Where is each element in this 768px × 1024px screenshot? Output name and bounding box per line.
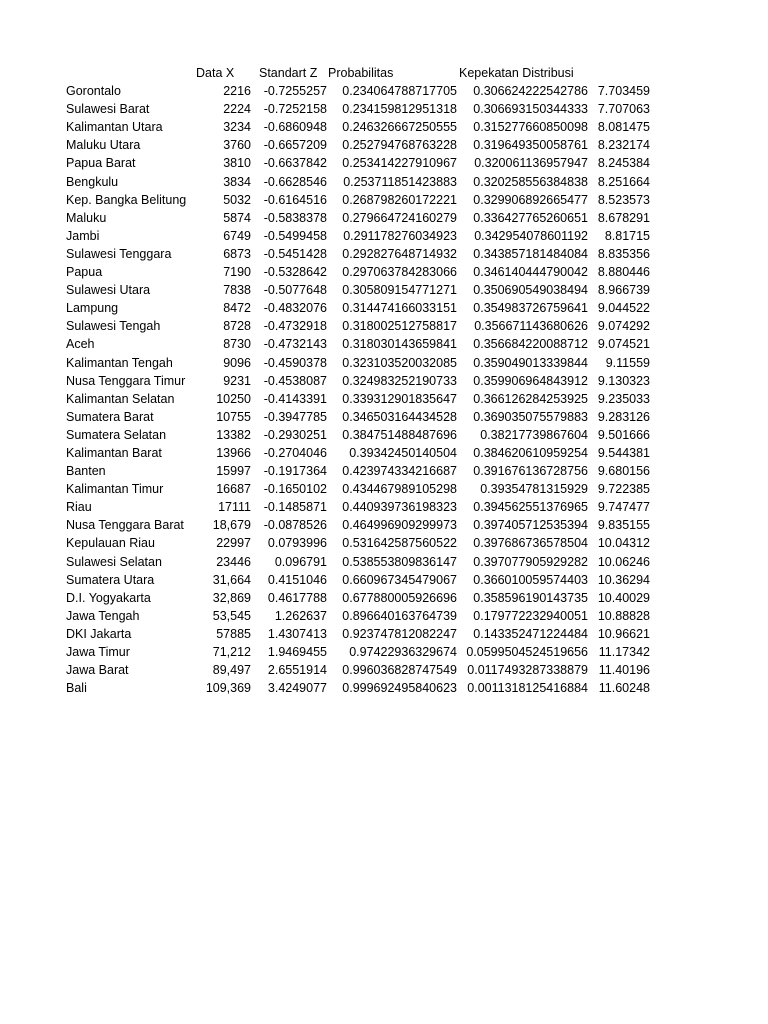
ln-value: 11.60248 (598, 681, 650, 696)
kepekatan-distribusi-value: 0.38217739867604 (480, 427, 588, 442)
kepekatan-distribusi-value: 0.391676136728756 (473, 464, 588, 479)
standart-z-value: -0.6628546 (263, 174, 327, 189)
standart-z-value: -0.2930251 (263, 427, 327, 442)
province-name: Bengkulu (66, 174, 119, 189)
standart-z-value: 1.262637 (274, 608, 327, 623)
table-row (60, 209, 660, 227)
kepekatan-distribusi-value: 0.397405712535394 (473, 518, 588, 533)
ln-value: 8.81715 (604, 228, 650, 243)
ln-value: 9.11559 (605, 355, 650, 370)
probabilitas-value: 0.999692495840623 (342, 681, 457, 696)
kepekatan-distribusi-value: 0.343857181484084 (473, 246, 588, 261)
standart-z-value: -0.7252158 (263, 102, 327, 117)
table-row (60, 354, 660, 372)
standart-z-value: -0.2704046 (263, 445, 327, 460)
data-x-value: 109,369 (205, 681, 251, 696)
data-x-value: 5874 (223, 210, 251, 225)
probabilitas-value: 0.314474166033151 (342, 301, 457, 316)
ln-value: 8.523573 (597, 192, 650, 207)
province-name: Banten (66, 464, 106, 479)
kepekatan-distribusi-value: 0.384620610959254 (473, 445, 588, 460)
probabilitas-value: 0.339312901835647 (342, 391, 457, 406)
data-x-value: 2224 (223, 102, 251, 117)
data-x-value: 13382 (216, 427, 251, 442)
table-row (60, 553, 660, 571)
province-name: Kepulauan Riau (66, 536, 155, 551)
table-row (60, 154, 660, 172)
data-x-value: 6873 (223, 246, 251, 261)
ln-value: 9.074292 (597, 319, 650, 334)
kepekatan-distribusi-value: 0.320061136957947 (474, 156, 588, 171)
ln-value: 8.232174 (597, 138, 650, 153)
data-x-value: 8472 (223, 301, 251, 316)
table-row (60, 643, 660, 661)
province-name: Kalimantan Selatan (66, 391, 175, 406)
standart-z-value: -0.6164516 (263, 192, 327, 207)
kepekatan-distribusi-value: 0.329906892665477 (473, 192, 588, 207)
probabilitas-value: 0.297063784283066 (342, 265, 457, 280)
province-name: Sulawesi Tengah (66, 319, 161, 334)
probabilitas-value: 0.253414227910967 (342, 156, 457, 171)
standart-z-value: 1.4307413 (267, 626, 327, 641)
table-row (60, 390, 660, 408)
table-row (60, 227, 660, 245)
data-x-value: 7838 (223, 283, 251, 298)
spreadsheet-table (60, 64, 660, 697)
probabilitas-value: 0.464996909299973 (342, 518, 457, 533)
data-x-value: 15997 (216, 464, 251, 479)
data-x-value: 22997 (216, 536, 251, 551)
table-row (60, 534, 660, 552)
kepekatan-distribusi-value: 0.320258556384838 (473, 174, 588, 189)
ln-value: 8.081475 (597, 120, 650, 135)
kepekatan-distribusi-value: 0.359906964843912 (473, 373, 588, 388)
probabilitas-value: 0.305809154771271 (342, 283, 457, 298)
data-x-value: 3234 (223, 120, 251, 135)
probabilitas-value: 0.268798260172221 (342, 192, 457, 207)
data-x-value: 3834 (223, 174, 251, 189)
kepekatan-distribusi-value: 0.0117493287338879 (467, 663, 588, 678)
standart-z-value: -0.0878526 (263, 518, 327, 533)
table-row (60, 281, 660, 299)
province-name: Sulawesi Barat (66, 102, 150, 117)
probabilitas-value: 0.234159812951318 (342, 102, 457, 117)
probabilitas-value: 0.346503164434528 (342, 409, 457, 424)
table-row (60, 173, 660, 191)
kepekatan-distribusi-value: 0.39354781315929 (480, 482, 588, 497)
standart-z-value: -0.5838378 (263, 210, 327, 225)
probabilitas-value: 0.279664724160279 (342, 210, 457, 225)
ln-value: 9.235033 (597, 391, 650, 406)
probabilitas-value: 0.996036828747549 (342, 663, 457, 678)
standart-z-value: -0.5499458 (263, 228, 327, 243)
kepekatan-distribusi-value: 0.319649350058761 (473, 138, 588, 153)
province-name: Papua (66, 265, 103, 280)
data-x-value: 10755 (216, 409, 251, 424)
province-name: Sulawesi Utara (66, 283, 151, 298)
probabilitas-value: 0.323103520032085 (342, 355, 457, 370)
province-name: Jambi (66, 228, 100, 243)
data-x-value: 8730 (223, 337, 251, 352)
standart-z-value: -0.5451428 (263, 246, 327, 261)
data-x-value: 3760 (223, 138, 251, 153)
table-row (60, 136, 660, 154)
standart-z-value: -0.3947785 (263, 409, 327, 424)
table-row (60, 426, 660, 444)
standart-z-value: -0.1917364 (263, 464, 327, 479)
probabilitas-value: 0.234064788717705 (342, 84, 457, 99)
ln-value: 9.722385 (597, 482, 650, 497)
standart-z-value: -0.4590378 (263, 355, 327, 370)
kepekatan-distribusi-value: 0.336427765260651 (473, 210, 588, 225)
table-row (60, 480, 660, 498)
ln-value: 9.835155 (597, 518, 650, 533)
standart-z-value: -0.4832076 (263, 301, 327, 316)
table-row (60, 462, 660, 480)
probabilitas-value: 0.531642587560522 (342, 536, 457, 551)
standart-z-value: -0.1485871 (263, 500, 327, 515)
standart-z-value: -0.1650102 (263, 482, 327, 497)
province-name: Nusa Tenggara Barat (66, 518, 184, 533)
data-x-value: 5032 (223, 192, 251, 207)
ln-value: 9.747477 (597, 500, 650, 515)
probabilitas-value: 0.677880005926696 (342, 590, 457, 605)
probabilitas-value: 0.292827648714932 (342, 246, 457, 261)
province-name: Sumatera Utara (66, 572, 155, 587)
kepekatan-distribusi-value: 0.369035075579883 (473, 409, 588, 424)
ln-value: 8.251664 (597, 174, 650, 189)
ln-value: 10.04312 (597, 536, 650, 551)
table-row (60, 661, 660, 679)
table-row (60, 679, 660, 697)
table-row (60, 444, 660, 462)
province-name: Aceh (66, 337, 95, 352)
probabilitas-value: 0.384751488487696 (342, 427, 457, 442)
header-row (60, 64, 660, 82)
standart-z-value: -0.4538087 (263, 373, 327, 388)
data-x-value: 23446 (216, 554, 251, 569)
province-name: Sumatera Selatan (66, 427, 167, 442)
province-name: Gorontalo (66, 84, 121, 99)
probabilitas-value: 0.423974334216687 (342, 464, 457, 479)
province-name: DKI Jakarta (66, 626, 132, 641)
kepekatan-distribusi-value: 0.306624222542786 (473, 84, 588, 99)
ln-value: 9.501666 (597, 427, 650, 442)
table-row (60, 191, 660, 209)
standart-z-value: 2.6551914 (267, 663, 327, 678)
ln-value: 7.707063 (597, 102, 650, 117)
data-x-value: 71,212 (212, 645, 251, 659)
data-x-value: 10250 (216, 391, 251, 406)
probabilitas-value: 0.246326667250555 (342, 120, 457, 135)
header-standart-z: Standart Z (259, 66, 318, 80)
kepekatan-distribusi-value: 0.354983726759641 (473, 301, 588, 316)
table-row (60, 516, 660, 534)
data-x-value: 9231 (223, 373, 251, 388)
standart-z-value: -0.5077648 (263, 283, 327, 298)
ln-value: 10.88828 (597, 608, 650, 623)
province-name: Kalimantan Tengah (66, 355, 173, 370)
ln-value: 8.835356 (597, 246, 650, 261)
ln-value: 9.074521 (597, 337, 650, 352)
kepekatan-distribusi-value: 0.359049013339844 (473, 355, 588, 370)
table-row (60, 335, 660, 353)
table-row (60, 299, 660, 317)
table-row (60, 571, 660, 589)
data-x-value: 7190 (223, 265, 251, 280)
data-x-value: 53,545 (212, 608, 251, 623)
standart-z-value: -0.4732143 (263, 337, 327, 352)
probabilitas-value: 0.252794768763228 (342, 138, 457, 153)
province-name: Jawa Timur (66, 645, 130, 659)
kepekatan-distribusi-value: 0.366126284253925 (473, 391, 588, 406)
table-row (60, 263, 660, 281)
kepekatan-distribusi-value: 0.350690549038494 (473, 283, 588, 298)
province-name: Kalimantan Utara (66, 120, 163, 135)
kepekatan-distribusi-value: 0.179772232940051 (473, 608, 588, 623)
probabilitas-value: 0.896640163764739 (342, 608, 457, 623)
ln-value: 9.044522 (597, 301, 650, 316)
table-row (60, 408, 660, 426)
data-x-value: 32,869 (212, 590, 251, 605)
table-row (60, 625, 660, 643)
data-x-value: 57885 (216, 626, 251, 641)
probabilitas-value: 0.39342450140504 (349, 445, 457, 460)
table-row (60, 245, 660, 263)
province-name: Kalimantan Timur (66, 482, 164, 497)
kepekatan-distribusi-value: 0.342954078601192 (474, 228, 588, 243)
standart-z-value: -0.4732918 (263, 319, 327, 334)
province-name: Sulawesi Selatan (66, 554, 162, 569)
standart-z-value: 0.0793996 (267, 536, 327, 551)
probabilitas-value: 0.324983252190733 (342, 373, 457, 388)
province-name: Lampung (66, 301, 119, 316)
table-row (60, 498, 660, 516)
standart-z-value: -0.4143391 (263, 391, 327, 406)
standart-z-value: -0.7255257 (263, 84, 327, 99)
header-data-x: Data X (196, 66, 235, 80)
province-name: Papua Barat (66, 156, 136, 171)
kepekatan-distribusi-value: 0.358596190143735 (473, 590, 588, 605)
table-body (60, 82, 660, 697)
kepekatan-distribusi-value: 0.397077905929282 (473, 554, 588, 569)
province-name: Riau (66, 500, 92, 515)
province-name: Maluku Utara (66, 138, 141, 153)
province-name: Maluku (66, 210, 107, 225)
ln-value: 8.678291 (597, 210, 650, 225)
standart-z-value: -0.6657209 (263, 138, 327, 153)
ln-value: 11.17342 (598, 645, 650, 659)
data-x-value: 16687 (216, 482, 251, 497)
standart-z-value: 0.096791 (274, 554, 327, 569)
table-row (60, 372, 660, 390)
table-row (60, 118, 660, 136)
probabilitas-value: 0.253711851423883 (343, 174, 457, 189)
data-x-value: 8728 (223, 319, 251, 334)
ln-value: 7.703459 (597, 84, 650, 99)
probabilitas-value: 0.923747812082247 (342, 626, 457, 641)
kepekatan-distribusi-value: 0.0011318125416884 (467, 681, 588, 696)
province-name: Kep. Bangka Belitung (66, 192, 187, 207)
data-x-value: 6749 (223, 228, 251, 243)
ln-value: 9.680156 (597, 464, 650, 479)
standart-z-value: 0.4151046 (267, 572, 327, 587)
data-x-value: 17111 (218, 500, 251, 515)
kepekatan-distribusi-value: 0.366010059574403 (473, 572, 588, 587)
data-x-value: 31,664 (212, 572, 251, 587)
ln-value: 8.245384 (597, 156, 650, 171)
kepekatan-distribusi-value: 0.394562551376965 (473, 500, 588, 515)
header-kepekatan-distribusi: Kepekatan Distribusi (459, 66, 574, 80)
kepekatan-distribusi-value: 0.0599504524519656 (466, 645, 588, 659)
kepekatan-distribusi-value: 0.143352471224484 (473, 626, 588, 641)
standart-z-value: 1.9469455 (267, 645, 327, 659)
ln-value: 9.283126 (597, 409, 650, 424)
province-name: D.I. Yogyakarta (66, 590, 151, 605)
standart-z-value: -0.6860948 (263, 120, 327, 135)
data-x-value: 9096 (223, 355, 251, 370)
kepekatan-distribusi-value: 0.356684220088712 (473, 337, 588, 352)
probabilitas-value: 0.440939736198323 (342, 500, 457, 515)
data-x-value: 2216 (223, 84, 251, 99)
province-name: Bali (66, 681, 87, 696)
province-name: Sumatera Barat (66, 409, 154, 424)
kepekatan-distribusi-value: 0.356671143680626 (474, 319, 588, 334)
ln-value: 9.544381 (597, 445, 650, 460)
probabilitas-value: 0.538553809836147 (342, 554, 457, 569)
standart-z-value: 0.4617788 (267, 590, 327, 605)
ln-value: 10.06246 (597, 554, 650, 569)
ln-value: 9.130323 (597, 373, 650, 388)
province-name: Jawa Tengah (66, 608, 140, 623)
table-row (60, 589, 660, 607)
table-row (60, 317, 660, 335)
province-name: Sulawesi Tenggara (66, 246, 172, 261)
province-name: Jawa Barat (66, 663, 129, 678)
probabilitas-value: 0.97422936329674 (349, 645, 457, 659)
province-name: Kalimantan Barat (66, 445, 162, 460)
probabilitas-value: 0.291178276034923 (343, 228, 457, 243)
kepekatan-distribusi-value: 0.315277660850098 (473, 120, 588, 135)
probabilitas-value: 0.318030143659841 (342, 337, 457, 352)
ln-value: 8.966739 (597, 283, 650, 298)
data-x-value: 89,497 (212, 663, 251, 678)
ln-value: 8.880446 (597, 265, 650, 280)
province-name: Nusa Tenggara Timur (66, 373, 186, 388)
data-x-value: 3810 (223, 156, 251, 171)
probabilitas-value: 0.660967345479067 (342, 572, 457, 587)
kepekatan-distribusi-value: 0.306693150344333 (473, 102, 588, 117)
kepekatan-distribusi-value: 0.346140444790042 (473, 265, 588, 280)
ln-value: 10.96621 (597, 626, 650, 641)
ln-value: 10.40029 (597, 590, 650, 605)
table-row (60, 100, 660, 118)
probabilitas-value: 0.434467989105298 (342, 482, 457, 497)
standart-z-value: 3.4249077 (267, 681, 327, 696)
data-x-value: 18,679 (212, 518, 251, 533)
standart-z-value: -0.6637842 (263, 156, 327, 171)
table-row (60, 607, 660, 625)
probabilitas-value: 0.318002512758817 (342, 319, 457, 334)
data-x-value: 13966 (216, 445, 251, 460)
standart-z-value: -0.5328642 (263, 265, 327, 280)
ln-value: 11.40196 (598, 663, 650, 678)
ln-value: 10.36294 (597, 572, 650, 587)
table-row (60, 82, 660, 100)
kepekatan-distribusi-value: 0.397686736578504 (473, 536, 588, 551)
header-probabilitas: Probabilitas (328, 66, 394, 80)
